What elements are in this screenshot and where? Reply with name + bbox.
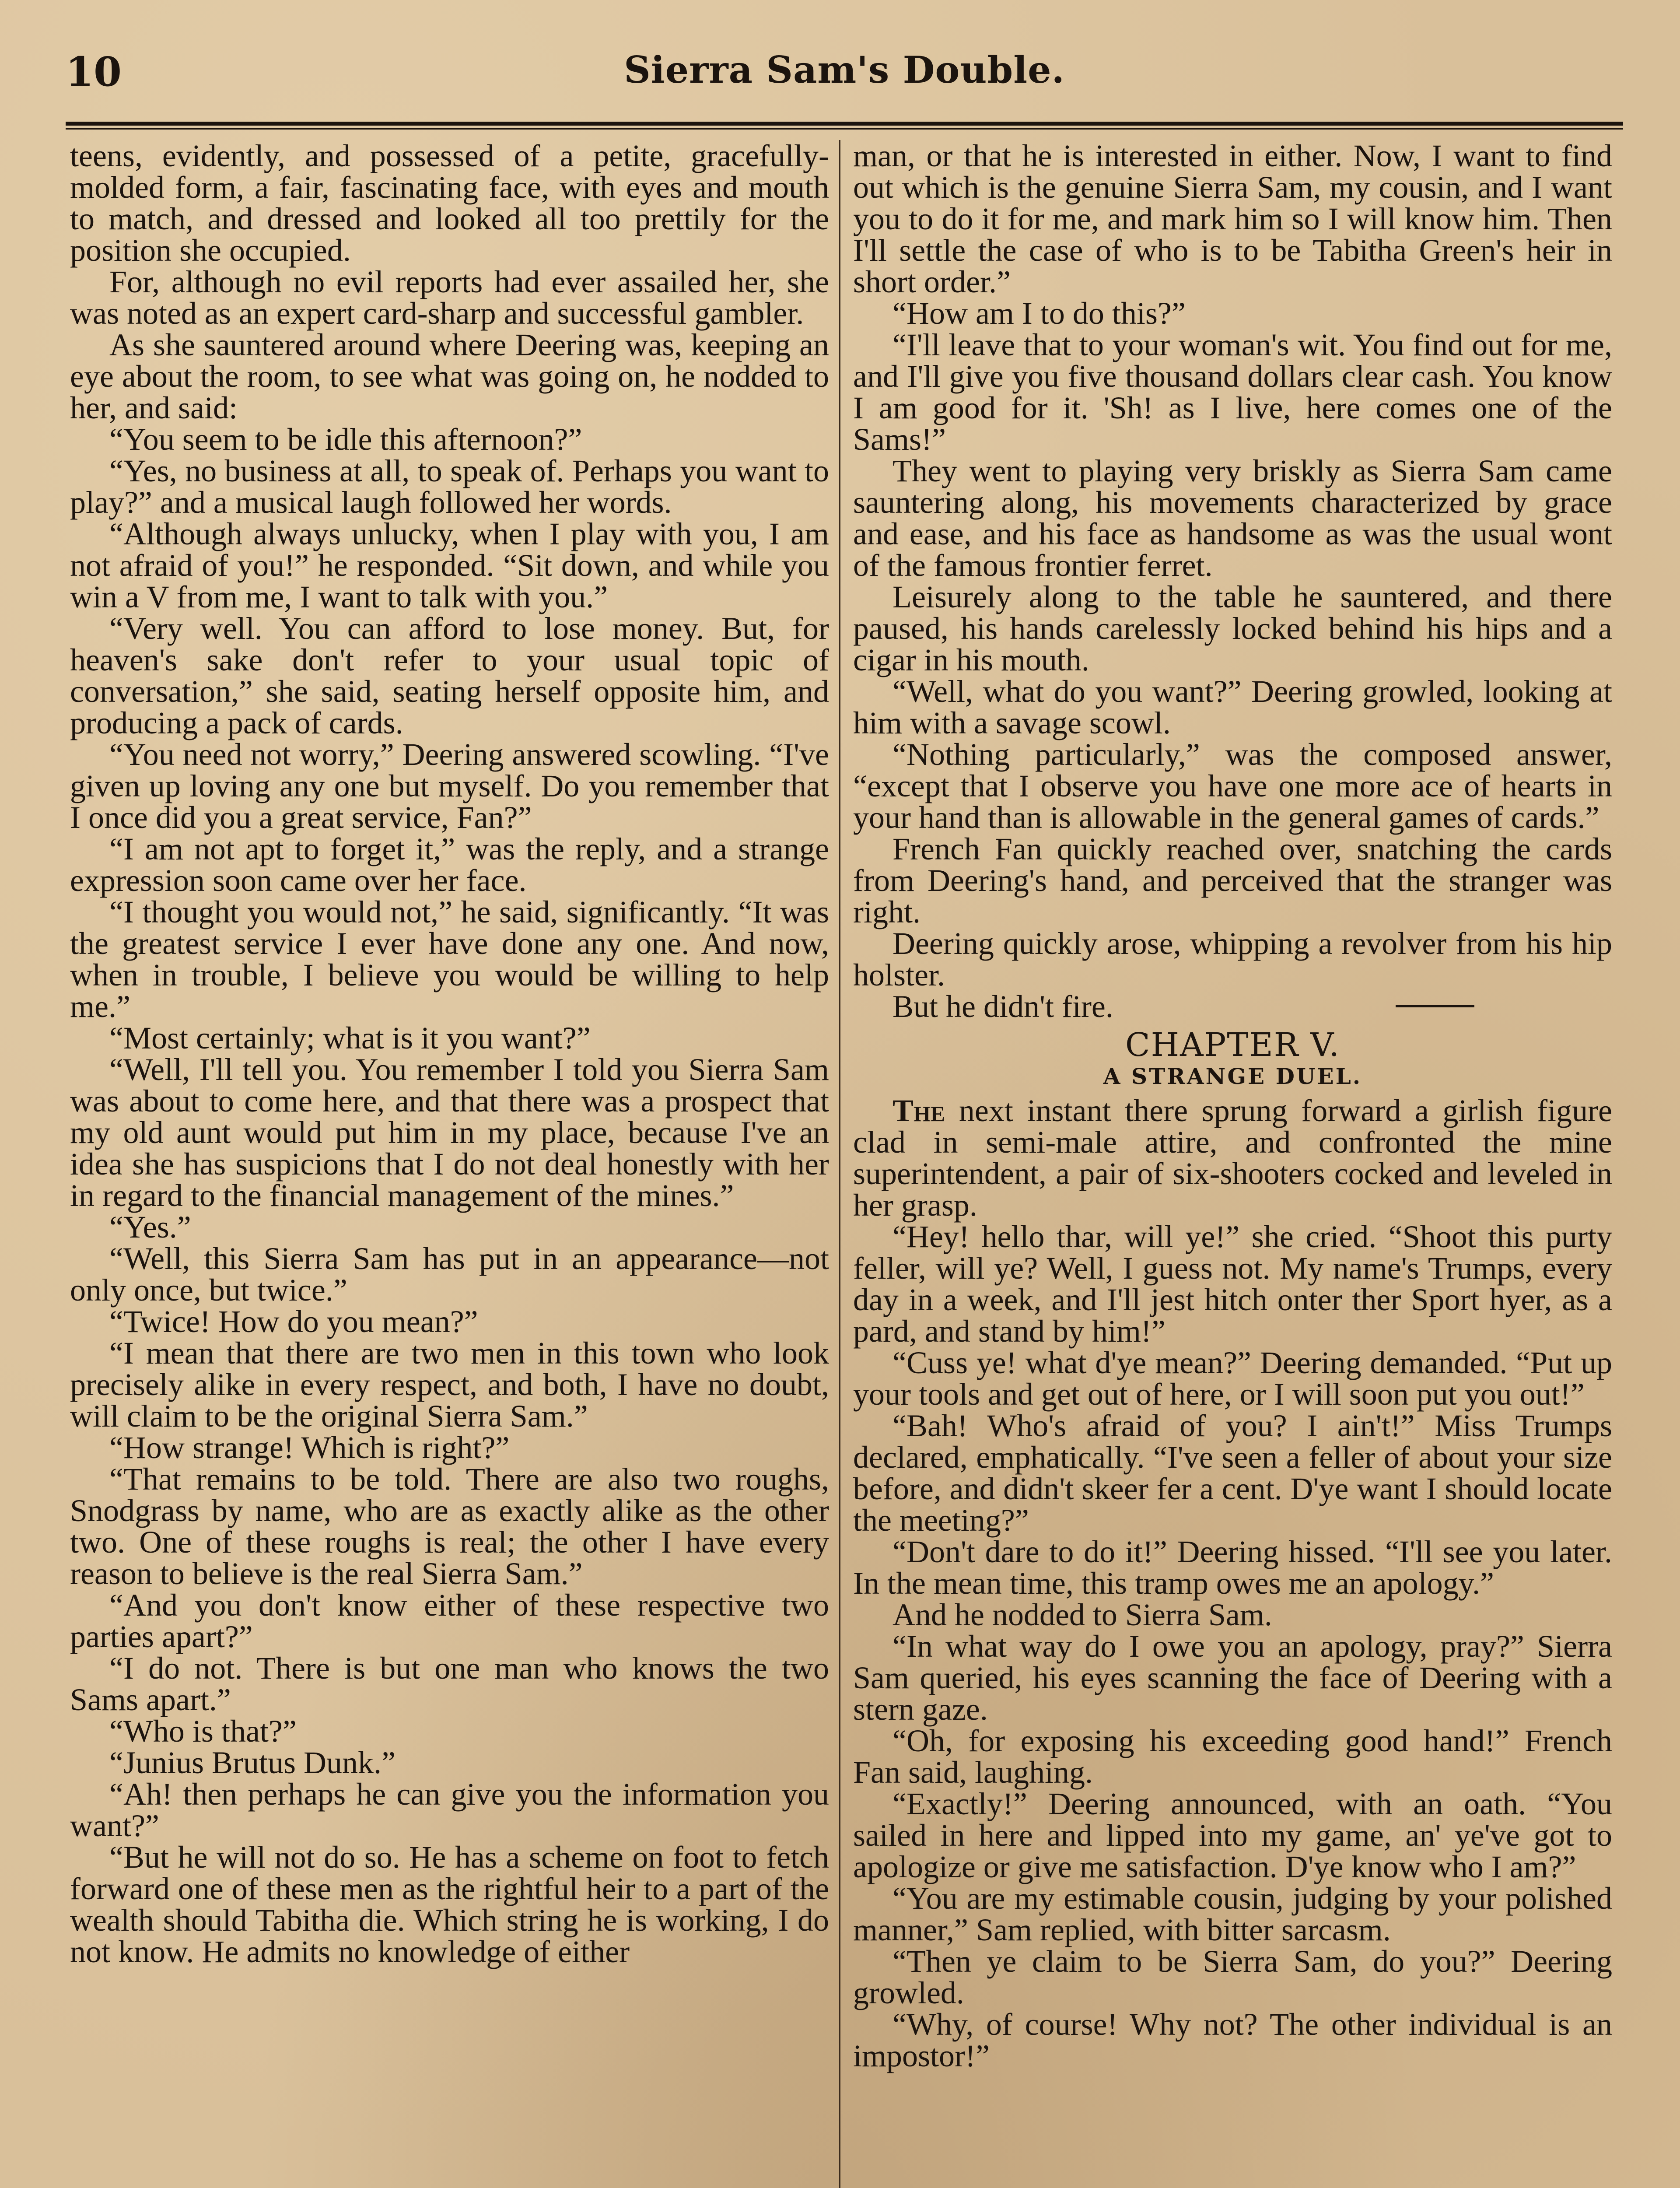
paragraph: And he nodded to Sierra Sam.	[892, 1597, 1272, 1632]
paragraph: “Well, I'll tell you. You remember I told you Sierra Sam was about to come here, and that there was a prospect that my old aunt would put him in my place, because I've an idea she has suspicions that I do not deal honestly with her in regard to the financial management of the mines.”	[70, 1052, 829, 1213]
paragraph: “You are my estimable cousin, judging by your polished manner,” Sam replied, with bitter sarcasm.	[853, 1881, 1612, 1947]
running-title: Sierra Sam's Double.	[624, 48, 1065, 91]
paragraph: “Hey! hello thar, will ye!” she cried. “Shoot this purty feller, will ye? Well, I guess not. My name's Trumps, every day in a week, and I'll jest hitch onter ther Sport hyer, as a pard, and stand by him!”	[853, 1219, 1612, 1349]
paragraph: “Who is that?”	[109, 1714, 297, 1749]
paragraph: “Nothing particularly,” was the composed answer, “except that I observe you have one more ace of hearts in your hand than is allowable in the general games of cards.”	[853, 737, 1612, 835]
paragraph: “I thought you would not,” he said, significantly. “It was the greatest service I ever have done any one. And now, when in trouble, I believe you would be willing to help me.”	[70, 894, 829, 1024]
paragraph: “Oh, for exposing his exceeding good hand!” French Fan said, laughing.	[853, 1723, 1612, 1790]
paragraph: “Yes, no business at all, to speak of. Perhaps you want to play?” and a musical laugh followed her words.	[70, 453, 829, 520]
paragraph: French Fan quickly reached over, snatching the cards from Deering's hand, and perceived that the stranger was right.	[853, 831, 1612, 929]
paragraph: As she sauntered around where Deering was, keeping an eye about the room, to see what was going on, he nodded to her, and said:	[70, 327, 829, 425]
chapter-subtitle: A STRANGE DUEL.	[1103, 1063, 1362, 1089]
paragraph: “Exactly!” Deering announced, with an oath. “You sailed in here and lipped into my game, an' ye've got to apologize or give me satisfaction. D'ye know who I am?”	[853, 1786, 1612, 1884]
column-divider	[839, 140, 840, 2188]
paragraph: teens, evidently, and possessed of a petite, gracefully-molded form, a fair, fascinating face, with eyes and mouth to match, and dressed and looked all too prettily for the position she occupied.	[70, 140, 829, 268]
page-header	[66, 48, 1623, 114]
paragraph: “I'll leave that to your woman's wit. You find out for me, and I'll give you five thousand dollars clear cash. You know I am good for it. 'Sh! as I live, here comes one of the Sams!”	[853, 327, 1612, 457]
paragraph: “I am not apt to forget it,” was the reply, and a strange expression soon came over her face.	[70, 831, 829, 898]
paragraph: “Very well. You can afford to lose money. But, for heaven's sake don't refer to your usual topic of conversation,” she said, seating herself opposite him, and producing a pack of cards.	[70, 611, 829, 740]
paragraph: “Junius Brutus Dunk.”	[109, 1745, 396, 1780]
right-column	[853, 140, 1612, 2188]
paragraph: “Cuss ye! what d'ye mean?” Deering demanded. “Put up your tools and get out of here, or I will soon put you out!”	[853, 1345, 1612, 1412]
chapter-opening-text: next instant there sprung forward a girlish figure clad in semi-male attire, and confronted the mine superintendent, a pair of six-shooters cocked and leveled in her grasp.	[853, 1093, 1612, 1223]
paragraph: “How am I to do this?”	[892, 296, 1186, 331]
paragraph: “I mean that there are two men in this town who look precisely alike in every respect, and both, I have no doubt, will claim to be the original Sierra Sam.”	[70, 1336, 829, 1434]
paragraph: “I do not. There is but one man who knows the two Sams apart.”	[70, 1651, 829, 1717]
paragraph: “Yes.”	[109, 1210, 191, 1245]
chapter-title: CHAPTER V.	[1125, 1026, 1340, 1064]
paragraph: “You need not worry,” Deering answered scowling. “I've given up loving any one but myself. Do you remember that I once did you a great service, Fan?”	[70, 737, 829, 835]
paragraph: “Bah! Who's afraid of you? I ain't!” Miss Trumps declared, emphatically. “I've seen a feller of about your size before, and didn't skeer fer a cent. D'ye want I should locate the meeting?”	[853, 1408, 1612, 1538]
paragraph: For, although no evil reports had ever assailed her, she was noted as an expert card-sharp and successful gambler.	[70, 264, 829, 331]
left-column	[70, 140, 829, 2188]
paragraph: “Then ye claim to be Sierra Sam, do you?” Deering growled.	[853, 1944, 1612, 2010]
paragraph: Deering quickly arose, whipping a revolver from his hip holster.	[853, 926, 1612, 992]
paragraph: “Well, this Sierra Sam has put in an appearance—not only once, but twice.”	[70, 1241, 829, 1308]
paragraph: “Although always unlucky, when I play with you, I am not afraid of you!” he responded. “Sit down, and while you win a V from me, I want to talk with you.”	[70, 516, 829, 614]
paragraph: “Why, of course! Why not? The other individual is an impostor!”	[853, 2007, 1612, 2073]
paragraph: man, or that he is interested in either. Now, I want to find out which is the genuine Sierra Sam, my cousin, and I want you to do it for me, and mark him so I will know him. Then I'll settle the case of who is to be Tabitha Green's heir in short order.”	[853, 140, 1612, 299]
paragraph: “How strange! Which is right?”	[109, 1430, 510, 1465]
paragraph: They went to playing very briskly as Sierra Sam came sauntering along, his movements characterized by grace and ease, and his face as handsome as was the usual wont of the famous frontier ferret.	[853, 453, 1612, 583]
section-rule	[1396, 1005, 1474, 1007]
paragraph: “Twice! How do you mean?”	[109, 1304, 478, 1339]
paragraph: “That remains to be told. There are also two roughs, Snodgrass by name, who are as exactly alike as the other two. One of these roughs is real; the other I have every reason to believe is the real Sierra Sam.”	[70, 1462, 829, 1591]
paragraph: “Well, what do you want?” Deering growled, looking at him with a savage scowl.	[853, 674, 1612, 740]
header-rule	[66, 122, 1623, 130]
paragraph: “Most certainly; what is it you want?”	[109, 1020, 591, 1055]
chapter-opening-paragraph	[853, 1095, 1612, 1221]
paragraph: But he didn't fire.	[892, 989, 1113, 1024]
paragraph: “You seem to be idle this afternoon?”	[109, 422, 582, 457]
paragraph: “In what way do I owe you an apology, pray?” Sierra Sam queried, his eyes scanning the face of Deering with a stern gaze.	[853, 1629, 1612, 1727]
page-number: 10	[66, 48, 122, 95]
paragraph: “But he will not do so. He has a scheme on foot to fetch forward one of these men as the rightful heir to a part of the wealth should Tabitha die. Which string he is working, I do not know. He admits no knowledge of either	[70, 1840, 829, 1969]
paragraph: “And you don't know either of these respective two parties apart?”	[70, 1588, 829, 1654]
paragraph: “Don't dare to do it!” Deering hissed. “I'll see you later. In the mean time, this tramp owes me an apology.”	[853, 1534, 1612, 1601]
chapter-lead-word: The	[892, 1093, 945, 1128]
paragraph: “Ah! then perhaps he can give you the information you want?”	[70, 1777, 829, 1843]
paragraph: Leisurely along to the table he sauntered, and there paused, his hands carelessly locked behind his hips and a cigar in his mouth.	[853, 579, 1612, 677]
